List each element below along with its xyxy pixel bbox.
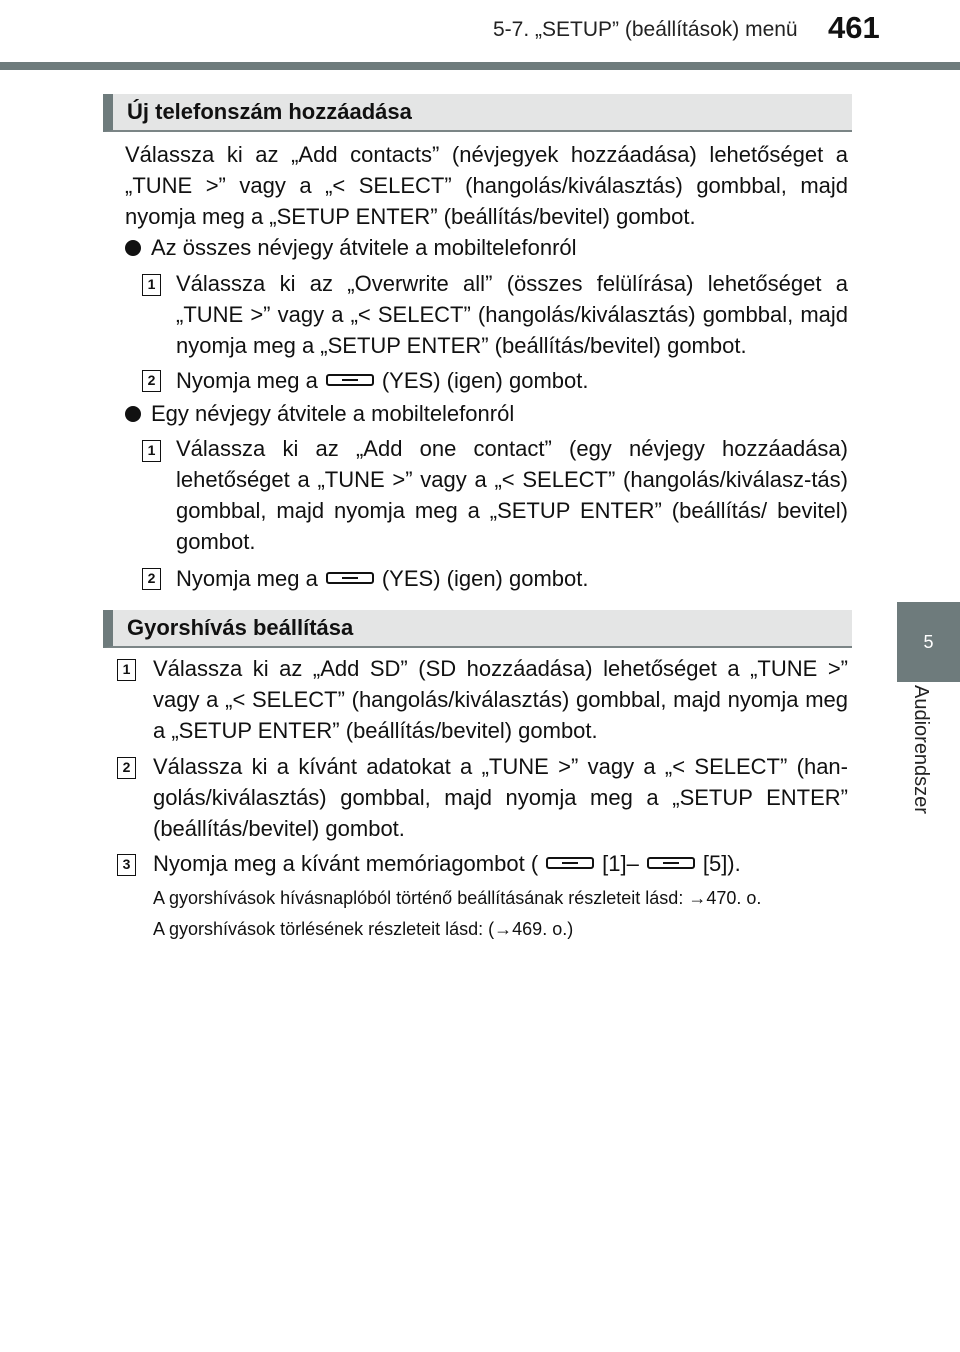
step-text-part: (YES) (igen) gombot. (381, 368, 589, 393)
step-text-part: Nyomja meg a (176, 566, 318, 591)
step-number-badge: 2 (142, 568, 161, 590)
reference-note: A gyorshívások törlésének részleteit lásd: (→469. o.) (153, 919, 574, 939)
section-heading-speed-dial (103, 610, 852, 648)
step-text (153, 848, 741, 879)
bullet-icon (125, 240, 141, 256)
step-text-part: [1]– (602, 851, 639, 876)
header-rule (0, 62, 960, 70)
step-text: Válassza ki az „Add one contact” (egy névjegy hozzáadása) lehetőséget a „TUNE >” vagy a „< SELECT” (hangolás/kiválasz-tás) gombbal, majd nyomja meg a „SETUP ENTER” (beállítás/ bevitel) gombot. (176, 436, 848, 554)
step-text (176, 365, 588, 396)
bullet-item (125, 232, 577, 263)
section-title: Gyorshívás beállítása (127, 615, 354, 640)
step-text-part: Nyomja meg a (176, 368, 318, 393)
step-text-part: (YES) (igen) gombot. (381, 566, 589, 591)
button-icon (546, 857, 594, 869)
bullet-label: Egy névjegy átvitele a mobiltelefonról (151, 401, 515, 426)
running-header-title: 5-7. „SETUP” (beállítások) menü (493, 18, 798, 41)
bullet-icon (125, 406, 141, 422)
bullet-item (125, 398, 514, 429)
step-number-badge: 1 (142, 274, 161, 296)
chapter-number: 5 (923, 632, 934, 652)
reference-note: A gyorshívások hívásnaplóból történő beállításának részleteit lásd: →470. o. (153, 888, 762, 908)
step-number-badge: 2 (117, 757, 136, 779)
step-number-badge: 1 (117, 659, 136, 681)
step-text-part: Nyomja meg a kívánt memóriagombot ( (153, 851, 539, 876)
button-icon (326, 374, 374, 386)
section-title: Új telefonszám hozzáadása (127, 99, 412, 124)
bullet-label: Az összes névjegy átvitele a mobiltelefonról (151, 235, 577, 260)
section-intro: Válassza ki az „Add contacts” (névjegyek hozzáadása) lehetőséget a „TUNE >” vagy a „< SELECT” (hangolás/kiválasztás) gombbal, majd nyomja meg a „SETUP ENTER” (beállítás/bevitel) gombot. (125, 142, 848, 229)
step-text: Válassza ki a kívánt adatokat a „TUNE >” vagy a „< SELECT” (han-golás/kiválasztás) gombbal, majd nyomja meg a „SETUP ENTER” (beállítás/bevitel) gombot. (153, 754, 848, 841)
step-text-part: [5]). (702, 851, 741, 876)
step-text (176, 563, 588, 594)
page-number: 461 (828, 10, 880, 45)
step-number-badge: 2 (142, 370, 161, 392)
button-icon (647, 857, 695, 869)
chapter-tab (897, 602, 960, 682)
chapter-label: Audiorendszer (910, 685, 932, 814)
step-text: Válassza ki az „Add SD” (SD hozzáadása) lehetőséget a „TUNE >” vagy a „< SELECT” (hangolás/kiválasztás) gombbal, majd nyomja meg a „SETUP ENTER” (beállítás/bevitel) gombot. (153, 656, 848, 743)
button-icon (326, 572, 374, 584)
section-heading-new-number (103, 94, 852, 132)
step-text: Válassza ki az „Overwrite all” (összes felülírása) lehetőséget a „TUNE >” vagy a „< SELECT” (hangolás/kiválasztás) gombbal, majd nyomja meg a „SETUP ENTER” (beállítás/bevitel) gombot. (176, 271, 848, 358)
step-number-badge: 3 (117, 854, 136, 876)
step-number-badge: 1 (142, 440, 161, 462)
